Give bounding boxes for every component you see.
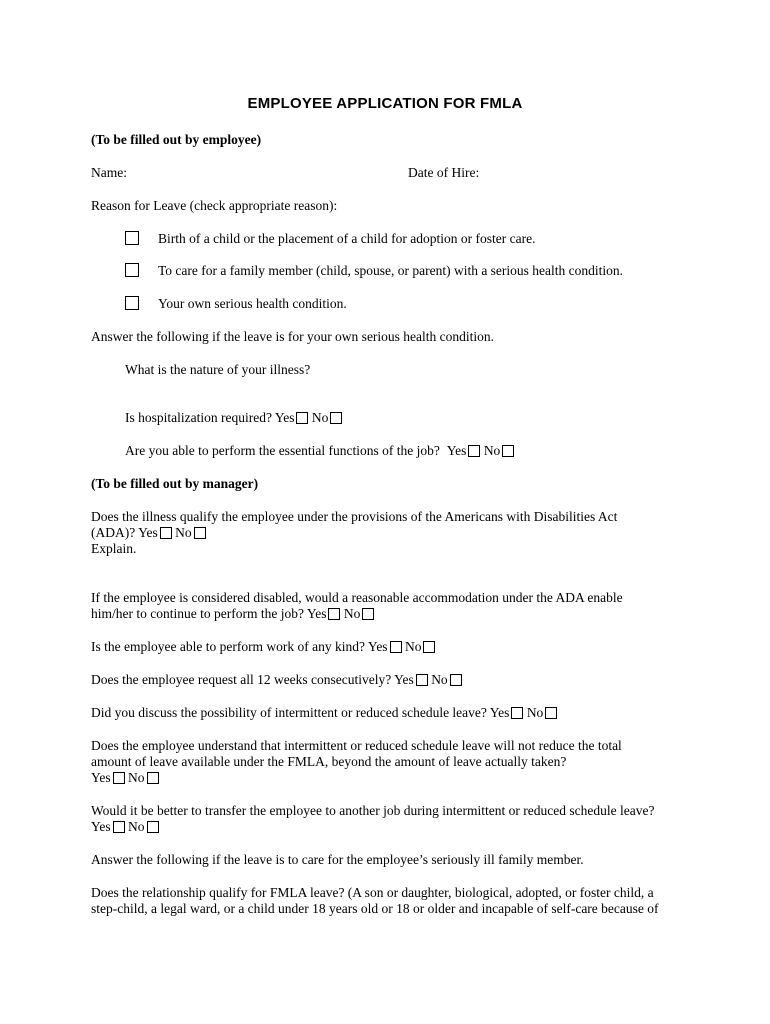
ada-yes-checkbox[interactable] [160,527,172,539]
yes-label: Yes [489,705,510,720]
reason-birth-checkbox[interactable] [125,231,139,245]
hospitalization-yes-checkbox[interactable] [296,412,308,424]
ada-no-checkbox[interactable] [194,527,206,539]
work-any-kind-no-checkbox[interactable] [423,641,435,653]
no-label: No [128,819,145,834]
reason-own-checkbox[interactable] [125,296,139,310]
employee-section-heading: (To be filled out by employee) [91,132,262,147]
accommodation-line1: If the employee is considered disabled, would a reasonable accommodation under the ADA enable [91,590,623,605]
illness-nature-question: What is the nature of your illness? [125,362,311,377]
accommodation-text: him/her to continue to perform the job? [91,606,304,621]
work-any-kind-text: Is the employee able to perform work of any kind? [91,639,366,654]
yes-label: Yes [91,770,111,785]
reason-family-checkbox[interactable] [125,263,139,277]
yes-label: Yes [367,639,388,654]
family-intro: Answer the following if the leave is to care for the employee’s seriously ill family member. [91,852,584,867]
hospitalization-no-checkbox[interactable] [330,412,342,424]
yes-label: Yes [394,672,414,687]
no-label: No [343,606,361,621]
relationship-line2: step-child, a legal ward, or a child under 18 years old or 18 or older and incapable of self-care because of [91,901,659,916]
work-any-kind-question [91,639,435,655]
twelve-weeks-yes-checkbox[interactable] [416,674,428,686]
reason-family-label: To care for a family member (child, spouse, or parent) with a serious health condition. [158,263,624,278]
essential-functions-yes-checkbox[interactable] [468,445,480,457]
transfer-line1: Would it be better to transfer the employee to another job during intermittent or reduced schedule leave? [91,803,655,818]
no-label: No [526,705,544,720]
work-any-kind-yes-checkbox[interactable] [390,641,402,653]
relationship-line1: Does the relationship qualify for FMLA leave? (A son or daughter, biological, adopted, or foster child, a [91,885,654,900]
ada-question-text: (ADA)? [91,525,136,540]
transfer-no-checkbox[interactable] [147,821,159,833]
essential-functions-no-checkbox[interactable] [502,445,514,457]
twelve-weeks-text: Does the employee request all 12 weeks consecutively? [91,672,392,687]
yes-label: Yes [306,606,327,621]
no-label: No [404,639,422,654]
hospitalization-question [125,410,342,426]
accommodation-no-checkbox[interactable] [362,608,374,620]
understand-line1: Does the employee understand that intermittent or reduced schedule leave will not reduce the total [91,738,622,753]
own-condition-intro: Answer the following if the leave is for your own serious health condition. [91,329,495,344]
ada-question-line2 [91,525,206,541]
yes-label: Yes [91,819,111,834]
intermittent-discuss-no-checkbox[interactable] [545,707,557,719]
manager-section-heading: (To be filled out by manager) [91,476,259,491]
intermittent-discuss-question [91,705,557,721]
understand-line2: amount of leave available under the FMLA, beyond the amount of leave actually taken? [91,754,567,769]
twelve-weeks-question [91,672,462,688]
intermittent-discuss-yes-checkbox[interactable] [511,707,523,719]
intermittent-discuss-text: Did you discuss the possibility of intermittent or reduced schedule leave? [91,705,487,720]
no-label: No [128,770,145,785]
form-title: EMPLOYEE APPLICATION FOR FMLA [247,95,523,112]
date-of-hire-label: Date of Hire: [408,165,480,180]
understand-no-checkbox[interactable] [147,772,159,784]
yes-label: Yes [274,410,295,425]
no-label: No [311,410,329,425]
essential-functions-text: Are you able to perform the essential functions of the job? [125,443,440,458]
accommodation-line2 [91,606,374,622]
reason-own-label: Your own serious health condition. [158,296,347,311]
reason-label: Reason for Leave (check appropriate reason): [91,198,338,213]
transfer-answers [91,819,159,835]
no-label: No [175,525,192,540]
reason-birth-label: Birth of a child or the placement of a child for adoption or foster care. [158,231,536,246]
understand-yes-checkbox[interactable] [113,772,125,784]
twelve-weeks-no-checkbox[interactable] [450,674,462,686]
accommodation-yes-checkbox[interactable] [328,608,340,620]
explain-label: Explain. [91,541,137,556]
essential-functions-question [125,443,514,459]
no-label: No [431,672,448,687]
hospitalization-text: Is hospitalization required? [125,410,272,425]
transfer-yes-checkbox[interactable] [113,821,125,833]
ada-question-line1: Does the illness qualify the employee under the provisions of the Americans with Disabilities Act [91,509,618,524]
yes-label: Yes [446,443,467,458]
understand-answers [91,770,159,786]
no-label: No [483,443,501,458]
name-label: Name: [91,165,127,180]
yes-label: Yes [138,525,158,540]
